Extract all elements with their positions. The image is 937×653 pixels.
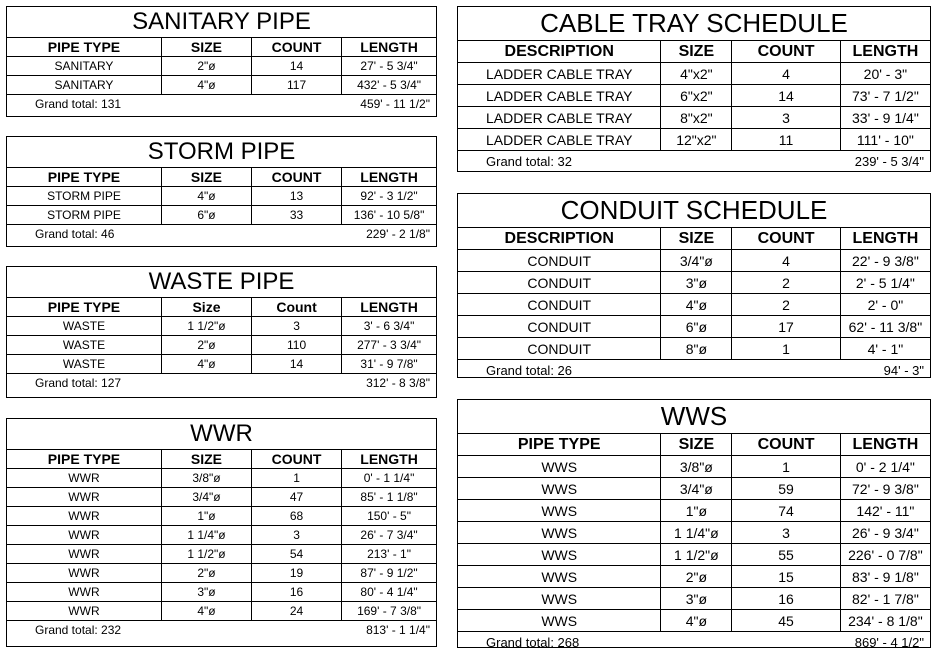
table-cell: 4"ø bbox=[161, 76, 251, 95]
table-cell: 2"ø bbox=[161, 564, 251, 583]
header-row bbox=[458, 228, 930, 250]
wws-schedule bbox=[457, 399, 931, 648]
table-cell: 14 bbox=[732, 85, 841, 107]
table-cell: 2 bbox=[732, 294, 841, 316]
table-cell: 3"ø bbox=[161, 583, 251, 602]
table-cell: 4"ø bbox=[161, 602, 251, 621]
schedule-title: STORM PIPE bbox=[7, 137, 436, 168]
table-row bbox=[7, 526, 436, 545]
table-cell: 24 bbox=[252, 602, 342, 621]
column-header: DESCRIPTION bbox=[458, 228, 661, 250]
wwr-schedule bbox=[6, 418, 437, 647]
table-cell: 14 bbox=[252, 57, 342, 76]
table-cell: 13 bbox=[252, 187, 342, 206]
table-cell: CONDUIT bbox=[458, 338, 661, 360]
table-cell: 33 bbox=[252, 206, 342, 225]
table-row bbox=[458, 588, 930, 610]
table-cell: 1 bbox=[732, 338, 841, 360]
table-cell: 16 bbox=[252, 583, 342, 602]
table-row bbox=[7, 187, 436, 206]
table-cell: 47 bbox=[252, 488, 342, 507]
table-cell: WWR bbox=[7, 583, 161, 602]
table-cell: 277' - 3 3/4" bbox=[342, 336, 436, 355]
column-header: SIZE bbox=[661, 228, 732, 250]
table-cell: STORM PIPE bbox=[7, 187, 161, 206]
table-cell: 1 bbox=[252, 469, 342, 488]
column-header: COUNT bbox=[252, 38, 342, 57]
table-cell: 27' - 5 3/4" bbox=[342, 57, 436, 76]
column-header: COUNT bbox=[732, 434, 841, 456]
table-row bbox=[7, 469, 436, 488]
table-cell: 111' - 10" bbox=[840, 129, 930, 151]
table-cell: 20' - 3" bbox=[840, 63, 930, 85]
column-header: PIPE TYPE bbox=[7, 450, 161, 469]
table-cell: 3 bbox=[252, 526, 342, 545]
table-cell: 83' - 9 1/8" bbox=[840, 566, 930, 588]
table-cell: CONDUIT bbox=[458, 294, 661, 316]
table-row bbox=[458, 478, 930, 500]
table-cell: 85' - 1 1/8" bbox=[342, 488, 436, 507]
table-row bbox=[7, 355, 436, 374]
table-row bbox=[7, 317, 436, 336]
column-header: SIZE bbox=[161, 450, 251, 469]
conduit-schedule bbox=[457, 193, 931, 378]
table-cell: 8"x2" bbox=[661, 107, 732, 129]
table-cell: WWS bbox=[458, 588, 661, 610]
table-cell: STORM PIPE bbox=[7, 206, 161, 225]
column-header: LENGTH bbox=[840, 228, 930, 250]
schedule-title: WWR bbox=[7, 419, 436, 450]
column-header: COUNT bbox=[732, 228, 841, 250]
table-cell: 33' - 9 1/4" bbox=[840, 107, 930, 129]
table-row bbox=[458, 566, 930, 588]
column-header: PIPE TYPE bbox=[7, 38, 161, 57]
table-cell: 4' - 1" bbox=[840, 338, 930, 360]
schedule-title: WASTE PIPE bbox=[7, 267, 436, 298]
grand-total: Grand total: 46 bbox=[7, 225, 252, 244]
column-header: Size bbox=[161, 298, 251, 317]
table-row bbox=[7, 57, 436, 76]
column-header: LENGTH bbox=[342, 168, 436, 187]
table-cell: 1 1/2"ø bbox=[161, 317, 251, 336]
table-row bbox=[7, 583, 436, 602]
table-cell: 6"ø bbox=[661, 316, 732, 338]
total-length: 459' - 11 1/2" bbox=[252, 95, 436, 114]
header-row bbox=[7, 298, 436, 317]
table-cell: WWR bbox=[7, 526, 161, 545]
table-cell: 11 bbox=[732, 129, 841, 151]
column-header: SIZE bbox=[661, 434, 732, 456]
table-cell: WASTE bbox=[7, 355, 161, 374]
table-cell: 26' - 7 3/4" bbox=[342, 526, 436, 545]
table-cell: 3"ø bbox=[661, 272, 732, 294]
table-row bbox=[7, 507, 436, 526]
table-row bbox=[7, 602, 436, 621]
table-cell: CONDUIT bbox=[458, 250, 661, 272]
table-row bbox=[7, 564, 436, 583]
table-cell: 45 bbox=[732, 610, 841, 632]
table-cell: 2 bbox=[732, 272, 841, 294]
table-cell: 0' - 2 1/4" bbox=[840, 456, 930, 478]
waste-pipe-schedule bbox=[6, 266, 437, 398]
table-row bbox=[458, 250, 930, 272]
total-length: 813' - 1 1/4" bbox=[252, 621, 436, 640]
table-cell: 2"ø bbox=[161, 57, 251, 76]
grand-total-row bbox=[7, 374, 436, 393]
table-cell: 136' - 10 5/8" bbox=[342, 206, 436, 225]
schedule-table bbox=[7, 38, 436, 113]
total-length: 229' - 2 1/8" bbox=[252, 225, 436, 244]
column-header: LENGTH bbox=[342, 450, 436, 469]
column-header: PIPE TYPE bbox=[458, 434, 661, 456]
table-cell: 2"ø bbox=[661, 566, 732, 588]
table-cell: 16 bbox=[732, 588, 841, 610]
grand-total-row bbox=[458, 151, 930, 173]
table-cell: 3' - 6 3/4" bbox=[342, 317, 436, 336]
grand-total: Grand total: 131 bbox=[7, 95, 252, 114]
sanitary-pipe-schedule bbox=[6, 6, 437, 117]
table-cell: 4"ø bbox=[161, 187, 251, 206]
grand-total: Grand total: 127 bbox=[7, 374, 252, 393]
table-cell: LADDER CABLE TRAY bbox=[458, 107, 661, 129]
column-header: DESCRIPTION bbox=[458, 41, 661, 63]
column-header: PIPE TYPE bbox=[7, 298, 161, 317]
total-length: 312' - 8 3/8" bbox=[252, 374, 436, 393]
column-header: COUNT bbox=[252, 450, 342, 469]
schedule-table bbox=[7, 298, 436, 392]
table-cell: WWS bbox=[458, 610, 661, 632]
column-header: PIPE TYPE bbox=[7, 168, 161, 187]
table-row bbox=[458, 272, 930, 294]
table-cell: 17 bbox=[732, 316, 841, 338]
grand-total-row bbox=[458, 632, 930, 653]
table-cell: 74 bbox=[732, 500, 841, 522]
storm-pipe-schedule bbox=[6, 136, 437, 247]
total-length: 239' - 5 3/4" bbox=[732, 151, 930, 173]
column-header: LENGTH bbox=[840, 434, 930, 456]
table-cell: WWR bbox=[7, 488, 161, 507]
table-cell: 169' - 7 3/8" bbox=[342, 602, 436, 621]
column-header: COUNT bbox=[732, 41, 841, 63]
table-cell: 12"x2" bbox=[661, 129, 732, 151]
table-cell: 6"ø bbox=[161, 206, 251, 225]
table-cell: WWS bbox=[458, 544, 661, 566]
table-row bbox=[7, 206, 436, 225]
table-cell: 72' - 9 3/8" bbox=[840, 478, 930, 500]
table-cell: 1"ø bbox=[661, 500, 732, 522]
table-cell: 4"ø bbox=[661, 610, 732, 632]
table-cell: 213' - 1" bbox=[342, 545, 436, 564]
table-cell: WWS bbox=[458, 478, 661, 500]
schedule-table bbox=[7, 168, 436, 243]
table-cell: 14 bbox=[252, 355, 342, 374]
table-cell: 0' - 1 1/4" bbox=[342, 469, 436, 488]
table-cell: 6"x2" bbox=[661, 85, 732, 107]
table-cell: LADDER CABLE TRAY bbox=[458, 63, 661, 85]
grand-total-row bbox=[7, 225, 436, 244]
table-cell: WWR bbox=[7, 469, 161, 488]
table-cell: WWR bbox=[7, 564, 161, 583]
header-row bbox=[7, 38, 436, 57]
table-cell: CONDUIT bbox=[458, 316, 661, 338]
table-cell: 3 bbox=[732, 522, 841, 544]
table-cell: 4"x2" bbox=[661, 63, 732, 85]
table-cell: 31' - 9 7/8" bbox=[342, 355, 436, 374]
table-cell: WWS bbox=[458, 456, 661, 478]
table-cell: CONDUIT bbox=[458, 272, 661, 294]
table-cell: 3"ø bbox=[661, 588, 732, 610]
table-cell: 62' - 11 3/8" bbox=[840, 316, 930, 338]
header-row bbox=[458, 434, 930, 456]
table-row bbox=[458, 610, 930, 632]
table-row bbox=[458, 107, 930, 129]
column-header: SIZE bbox=[161, 168, 251, 187]
column-header: SIZE bbox=[661, 41, 732, 63]
grand-total: Grand total: 268 bbox=[458, 632, 732, 653]
schedule-title: CABLE TRAY SCHEDULE bbox=[458, 7, 930, 41]
table-cell: 59 bbox=[732, 478, 841, 500]
table-cell: 1"ø bbox=[161, 507, 251, 526]
table-cell: WWS bbox=[458, 566, 661, 588]
table-row bbox=[7, 336, 436, 355]
table-cell: LADDER CABLE TRAY bbox=[458, 129, 661, 151]
total-length: 94' - 3" bbox=[732, 360, 930, 382]
schedule-title: SANITARY PIPE bbox=[7, 7, 436, 38]
table-cell: 8"ø bbox=[661, 338, 732, 360]
table-cell: 3 bbox=[252, 317, 342, 336]
table-cell: 4"ø bbox=[661, 294, 732, 316]
table-row bbox=[458, 456, 930, 478]
grand-total: Grand total: 32 bbox=[458, 151, 732, 173]
schedule-table bbox=[458, 41, 930, 172]
table-cell: 1 1/4"ø bbox=[161, 526, 251, 545]
table-cell: 80' - 4 1/4" bbox=[342, 583, 436, 602]
table-cell: 3/4"ø bbox=[661, 250, 732, 272]
table-cell: 110 bbox=[252, 336, 342, 355]
table-cell: 73' - 7 1/2" bbox=[840, 85, 930, 107]
table-cell: LADDER CABLE TRAY bbox=[458, 85, 661, 107]
table-cell: 226' - 0 7/8" bbox=[840, 544, 930, 566]
table-cell: 19 bbox=[252, 564, 342, 583]
schedule-table bbox=[458, 434, 930, 653]
table-cell: 55 bbox=[732, 544, 841, 566]
table-cell: 4 bbox=[732, 250, 841, 272]
column-header: COUNT bbox=[252, 168, 342, 187]
table-cell: WASTE bbox=[7, 317, 161, 336]
table-row bbox=[7, 545, 436, 564]
table-cell: 432' - 5 3/4" bbox=[342, 76, 436, 95]
table-cell: WWR bbox=[7, 545, 161, 564]
schedule-title: CONDUIT SCHEDULE bbox=[458, 194, 930, 228]
header-row bbox=[7, 168, 436, 187]
table-cell: 1 1/2"ø bbox=[661, 544, 732, 566]
table-row bbox=[458, 316, 930, 338]
table-cell: 3/4"ø bbox=[161, 488, 251, 507]
table-cell: 68 bbox=[252, 507, 342, 526]
table-cell: 1 1/4"ø bbox=[661, 522, 732, 544]
schedule-table bbox=[7, 450, 436, 639]
table-cell: SANITARY bbox=[7, 57, 161, 76]
header-row bbox=[7, 450, 436, 469]
table-cell: 150' - 5" bbox=[342, 507, 436, 526]
table-cell: 234' - 8 1/8" bbox=[840, 610, 930, 632]
schedule-title: WWS bbox=[458, 400, 930, 434]
column-header: SIZE bbox=[161, 38, 251, 57]
table-cell: WWS bbox=[458, 500, 661, 522]
table-cell: 22' - 9 3/8" bbox=[840, 250, 930, 272]
table-row bbox=[7, 488, 436, 507]
table-cell: 3/8"ø bbox=[661, 456, 732, 478]
table-cell: 4"ø bbox=[161, 355, 251, 374]
table-cell: 54 bbox=[252, 545, 342, 564]
table-cell: 117 bbox=[252, 76, 342, 95]
table-cell: WWS bbox=[458, 522, 661, 544]
table-cell: 26' - 9 3/4" bbox=[840, 522, 930, 544]
column-header: LENGTH bbox=[342, 298, 436, 317]
table-cell: 3 bbox=[732, 107, 841, 129]
table-cell: 4 bbox=[732, 63, 841, 85]
grand-total: Grand total: 232 bbox=[7, 621, 252, 640]
table-cell: 142' - 11" bbox=[840, 500, 930, 522]
table-row bbox=[458, 544, 930, 566]
table-row bbox=[458, 500, 930, 522]
table-cell: 92' - 3 1/2" bbox=[342, 187, 436, 206]
table-cell: 2"ø bbox=[161, 336, 251, 355]
table-row bbox=[458, 63, 930, 85]
table-row bbox=[458, 338, 930, 360]
column-header: LENGTH bbox=[840, 41, 930, 63]
table-cell: 87' - 9 1/2" bbox=[342, 564, 436, 583]
table-cell: SANITARY bbox=[7, 76, 161, 95]
grand-total-row bbox=[7, 621, 436, 640]
total-length: 869' - 4 1/2" bbox=[732, 632, 930, 653]
table-cell: 15 bbox=[732, 566, 841, 588]
table-cell: 1 1/2"ø bbox=[161, 545, 251, 564]
table-row bbox=[458, 129, 930, 151]
column-header: LENGTH bbox=[342, 38, 436, 57]
table-cell: 2' - 0" bbox=[840, 294, 930, 316]
table-cell: 3/8"ø bbox=[161, 469, 251, 488]
table-cell: 82' - 1 7/8" bbox=[840, 588, 930, 610]
table-cell: 3/4"ø bbox=[661, 478, 732, 500]
table-cell: WASTE bbox=[7, 336, 161, 355]
table-cell: WWR bbox=[7, 602, 161, 621]
table-row bbox=[458, 85, 930, 107]
table-row bbox=[458, 522, 930, 544]
table-row bbox=[7, 76, 436, 95]
schedule-table bbox=[458, 228, 930, 381]
grand-total: Grand total: 26 bbox=[458, 360, 732, 382]
table-row bbox=[458, 294, 930, 316]
table-cell: WWR bbox=[7, 507, 161, 526]
grand-total-row bbox=[7, 95, 436, 114]
header-row bbox=[458, 41, 930, 63]
cable-tray-schedule bbox=[457, 6, 931, 172]
grand-total-row bbox=[458, 360, 930, 382]
column-header: Count bbox=[252, 298, 342, 317]
table-cell: 2' - 5 1/4" bbox=[840, 272, 930, 294]
table-cell: 1 bbox=[732, 456, 841, 478]
